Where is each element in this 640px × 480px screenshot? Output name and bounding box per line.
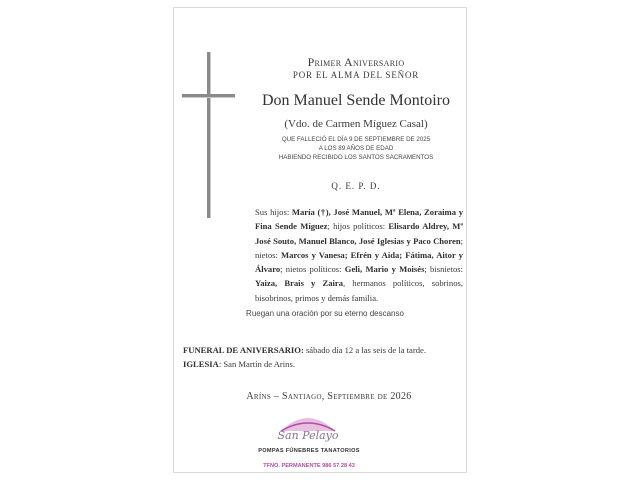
prayer-request: Ruegan una oración por su eterno descanso [246,309,404,318]
header-line1: Primer Aniversario [307,55,405,69]
church-label: IGLESIA [183,359,219,369]
family-grandchildren-in-law: Geli, Mario y Moisés [344,264,425,275]
deceased-name: Don Manuel Sende Montoiro [262,92,450,109]
widower-line: (Vdo. de Carmen Míguez Casal) [284,118,428,130]
family-great-grandchildren: Yaiza, Brais y Zaira [255,278,344,289]
family-text-1: Sus hijos: [255,207,292,217]
family-in-laws: Elisardo Aldrey, Mª José Souto, Manuel Blanco, José Iglesias y Paco Choren [255,221,463,246]
details-line3: HABIENDO RECIBIDO LOS SANTOS SACRAMENTOS [278,154,434,161]
funeral-line [183,343,463,357]
san-pelayo-logo [277,411,339,445]
church-line [183,357,463,371]
family-paragraph [255,205,463,305]
family-children: María (†), José Manuel, Mª Elena, Zoraima y Fina Sende Míguez [255,207,463,232]
details-line1: QUE FALLECIÓ EL DÍA 9 DE SEPTIEMBRE DE 2025 [281,136,431,143]
header-line2: POR EL ALMA DEL SEÑOR [292,70,420,80]
family-text-2: ; hijos políticos: [327,221,389,232]
family-text-6: , hermanos políticos, sobrinos, bisobrinos, primos y demás familia. [255,278,464,303]
family-text-3: ; nietos: [255,235,463,260]
company-name: POMPAS FÚNEBRES TANATORIOS [258,448,360,454]
place-date: Aríns – Santiago, Septiembre de 2026 [246,391,412,402]
cross-icon-vertical [207,52,210,218]
qepd: Q. E. P. D. [331,181,381,191]
details-line2: A LOS 89 AÑOS DE EDAD [318,145,394,152]
funeral-label: FUNERAL DE ANIVERSARIO: [183,345,304,355]
family-text-5: ; bisnietos: [424,264,463,275]
funeral-info [183,343,463,371]
church-text: : San Martín de Arins. [218,359,295,369]
phone-number: TFNO. PERMANENTE 986 57 28 43 [263,463,355,469]
funeral-text: sábado día 12 a las seis de la tarde. [303,345,426,355]
logo-text: San Pelayo [277,429,339,442]
details-block [244,135,468,162]
obituary-card [173,7,467,473]
family-text-4: ; nietos políticos: [280,264,345,275]
family-grandchildren: Marcos y Vanesa; Efrén y Aida; Fátima, Aitor y Álvaro [255,249,463,275]
cross-icon-horizontal [182,94,235,97]
